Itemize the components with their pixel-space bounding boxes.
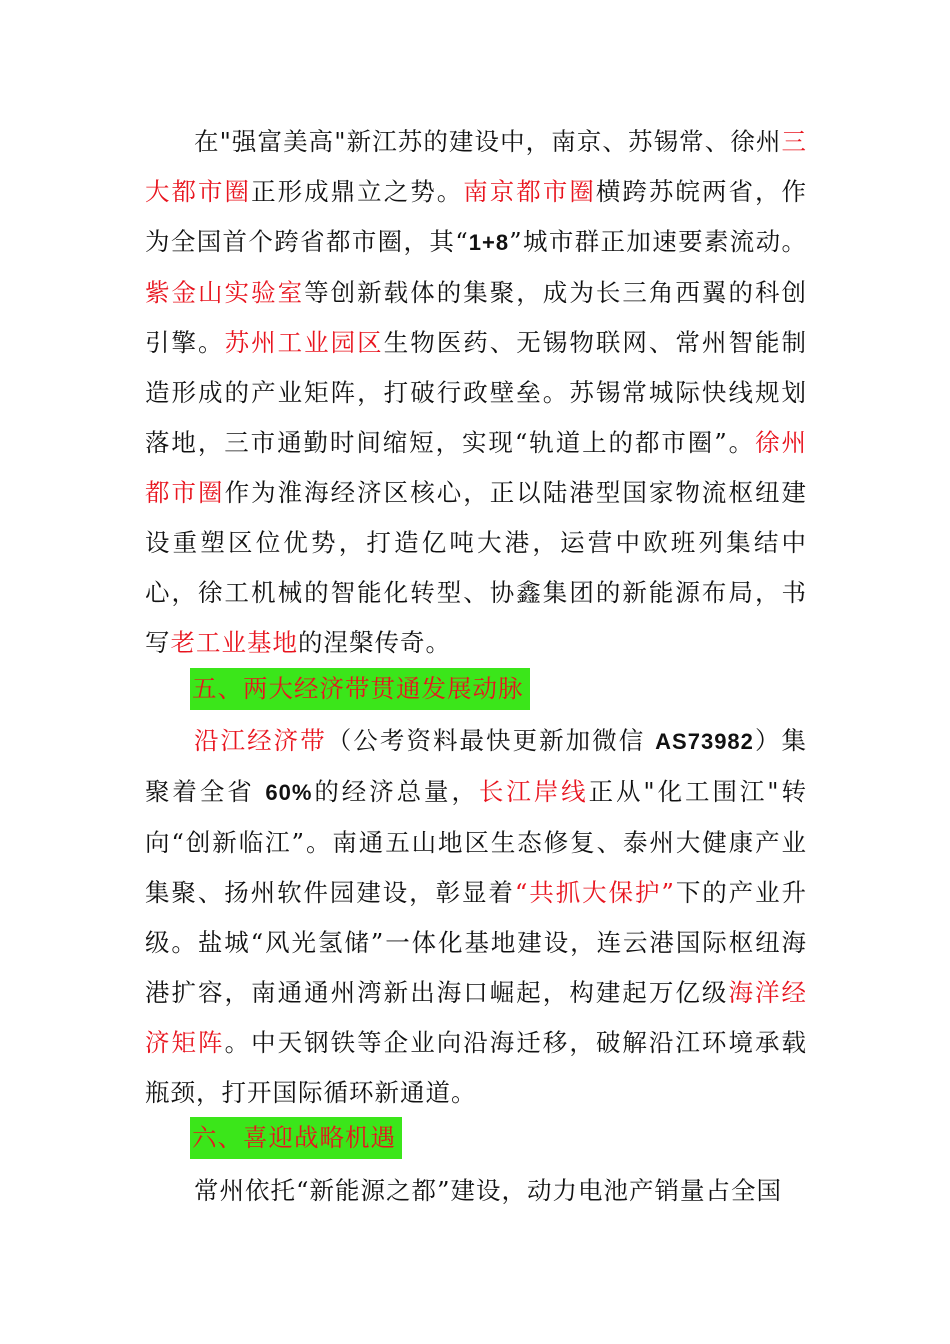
body-text: 下的产业升级。盐城“风光氢储”一体化基地建设，连云港国际枢纽海港扩容，南通通州湾新出海口崛起，构建起万亿级 [145,878,807,1007]
body-text: 作为淮海经济区核心，正以陆港型国家物流枢纽建设重塑区位优势，打造亿吨大港，运营中欧班列集结中心，徐工机械的智能化转型、协鑫集团的新能源布局，书写 [145,478,807,657]
highlight-xuzhou-metropolitan: 徐州都市圈 [145,428,807,507]
body-text: 正从"化工围江"转向“创新临江”。南通五山地区生态修复、泰州大健康产业集聚、扬州软件园建设，彰显着 [145,777,808,907]
highlight-joint-protection: “共抓大保护” [514,878,675,907]
body-text: （公考资料最快更新加微信 [326,726,656,755]
body-text: 的涅槃传奇。 [298,628,451,657]
highlight-suzhou-industrial-park: 苏州工业园区 [224,328,384,357]
paragraph-strategic-opportunity [145,1166,807,1216]
highlight-marine-economy-matrix: 海洋经济矩阵 [145,978,808,1057]
highlight-three-metropolitan-areas: 三大都市圈 [145,127,807,206]
section-heading-5 [190,668,530,712]
section-heading-6 [190,1117,402,1161]
body-text: 横跨苏皖两省，作为全国首个跨省都市圈，其“ [145,177,808,256]
body-text: ）集聚着全省 [145,726,808,806]
paragraph-economic-belts [145,716,807,1118]
body-text: 的经济总量， [312,777,479,806]
highlight-nanjing-metropolitan: 南京都市圈 [463,177,596,206]
wechat-id-text: AS73982 [655,729,754,754]
body-text: ”城市群正加速要素流动。 [509,227,807,256]
section-heading-5-text: 五、两大经济带贯通发展动脉 [190,668,530,710]
body-text: 等创新载体的集聚，成为长三角西翼的科创引擎。 [145,278,807,357]
number-text: 1+8 [468,230,510,255]
body-text: 正形成鼎立之势。 [251,177,464,206]
highlight-old-industrial-base: 老工业基地 [170,628,298,657]
percent-text: 60% [265,780,313,805]
highlight-zijinshan-lab: 紫金山实验室 [145,278,305,307]
highlight-yangtze-economic-belt: 沿江经济带 [194,726,327,755]
body-text: 在"强富美高"新江苏的建设中，南京、苏锡常、徐州 [194,127,782,156]
body-text: 。中天钢铁等企业向沿海迁移，破解沿江环境承载瓶颈，打开国际循环新通道。 [145,1028,807,1107]
body-text: 常州依托“新能源之都”建设，动力电池产销量占全国 [194,1176,783,1205]
highlight-yangtze-shoreline: 长江岸线 [478,777,589,806]
body-text: 生物医药、无锡物联网、常州智能制造形成的产业矩阵，打破行政壁垒。苏锡常城际快线规划落地，三市通勤时间缩短，实现“轨道上的都市圈”。 [145,328,807,457]
section-heading-6-text: 六、喜迎战略机遇 [190,1117,402,1159]
paragraph-metropolitan-areas [145,117,807,668]
